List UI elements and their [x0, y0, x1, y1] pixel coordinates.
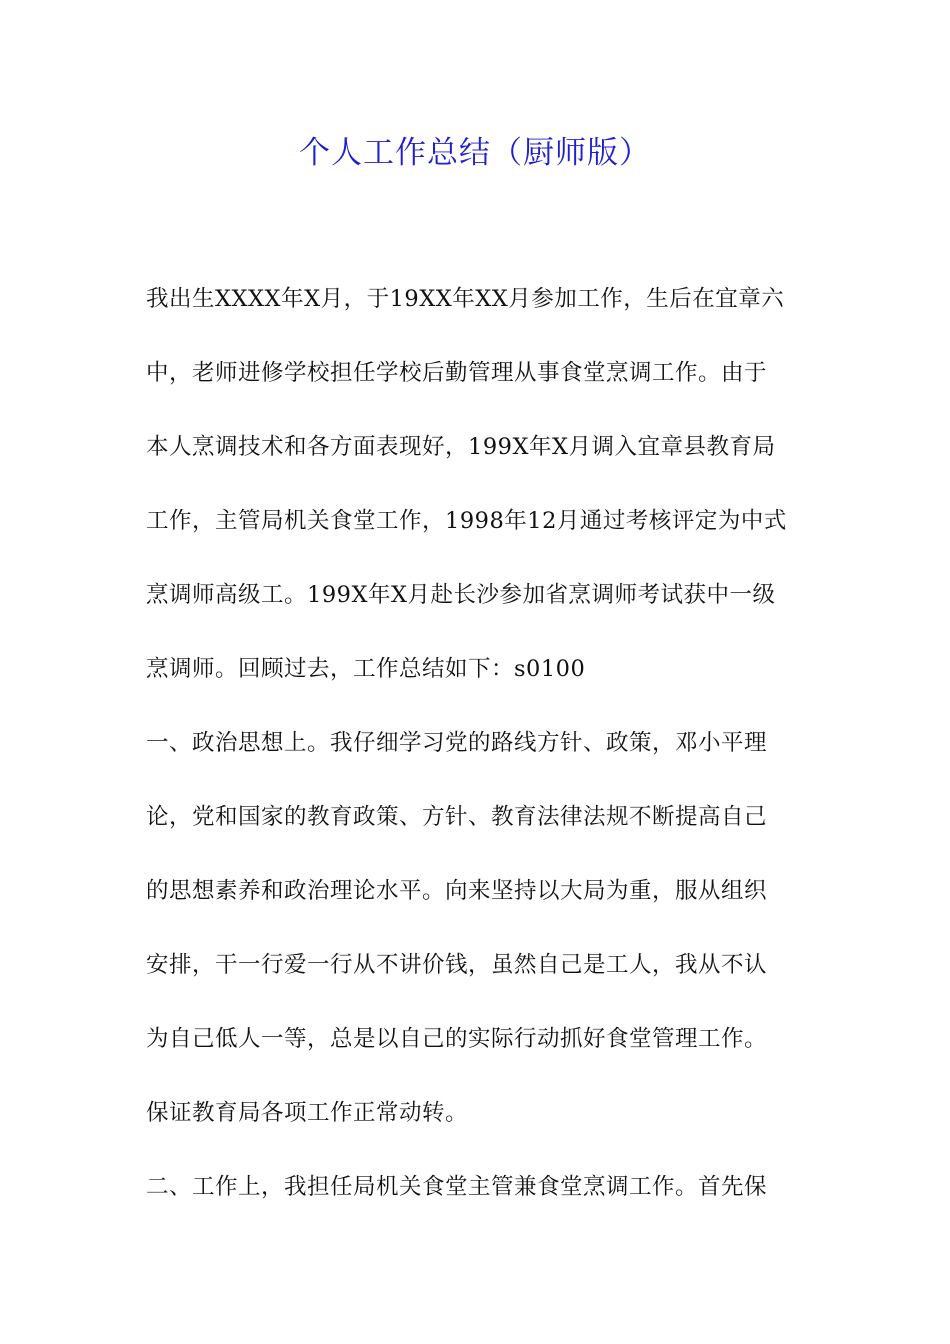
- paragraph-intro: 我出生XXXX年X月，于19XX年XX月参加工作，生后在宜章六 中，老师进修学校担任学校后勤管理从事食堂烹调工作。由于 本人烹调技术和各方面表现好，199X年X月调入宜章县教育局 工作，主管局机关食堂工作，1998年12月通过考核评定为中式 烹调师高级工。199X年X月赴长沙参加省烹调师考试获中一级 烹调师。回顾过去，工作总结如下：s0100: [146, 286, 787, 682]
- paragraph-work: 二、工作上，我担任局机关食堂主管兼食堂烹调工作。首先保: [146, 1174, 768, 1200]
- document-body: [146, 262, 808, 1224]
- document-title: 个人工作总结（厨师版）: [299, 135, 651, 171]
- paragraph-political: 一、政治思想上。我仔细学习党的路线方针、政策，邓小平理 论，党和国家的教育政策、方针、教育法律法规不断提高自己 的思想素养和政治理论水平。向来坚持以大局为重，服从组织 安排，干一行爱一行从不讲价钱，虽然自己是工人，我从不认 为自己低人一等，总是以自己的实际行动抓好食堂管理工作。 保证教育局各项工作正常动转。: [146, 730, 768, 1126]
